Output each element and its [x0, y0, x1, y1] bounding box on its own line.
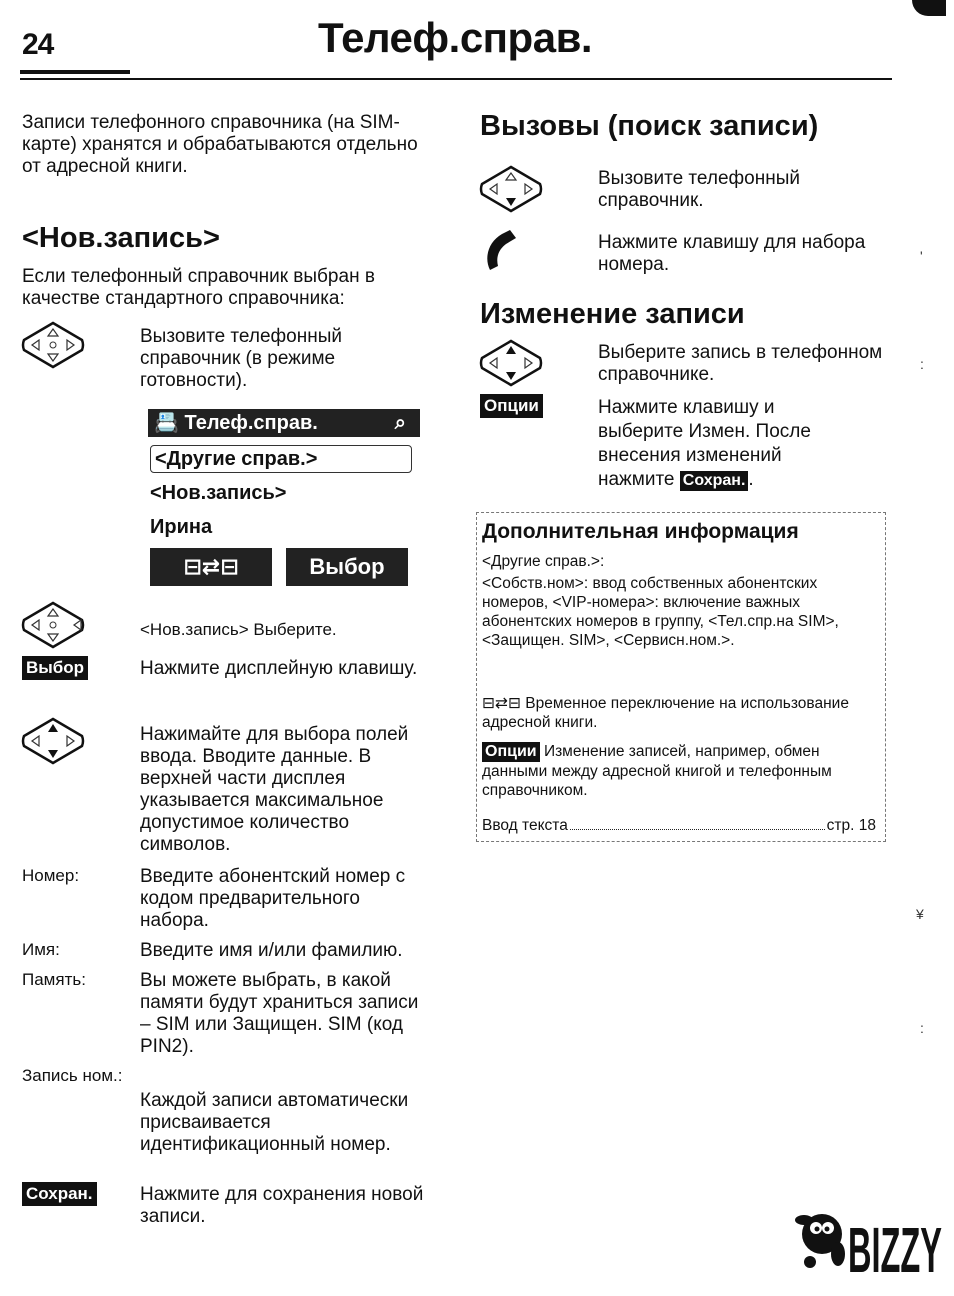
search-icon: ⌕: [394, 412, 406, 434]
screen-item-irina[interactable]: Ирина: [150, 516, 213, 538]
bizzy-logo: [792, 1194, 944, 1284]
field-label-record-number: Запись ном.:: [22, 1066, 123, 1085]
info-other-books: <Другие справ.>:: [482, 553, 605, 570]
step-select-fields: Нажимайте для выбора полей ввода. Вводите данные. В верхней части дисплея указывается максимальное допустимое количество символов.: [140, 724, 409, 855]
step-call-phonebook: Вызовите телефонный справочник (в режиме готовности).: [140, 326, 342, 391]
logo-text: BIZZY: [848, 1214, 942, 1284]
screen-select-button[interactable]: Выбор: [286, 548, 408, 586]
save-softkey[interactable]: Сохран.: [22, 1182, 97, 1206]
options-softkey[interactable]: Опции: [480, 394, 543, 418]
info-title: Дополнительная информация: [482, 520, 799, 543]
edit-heading: Изменение записи: [480, 298, 745, 330]
dot-leader: [570, 816, 825, 830]
intro-text: Записи телефонного справочника (на SIM-карте) хранятся и обрабатываются отдельно от адресной книги.: [22, 112, 418, 177]
calls-heading: Вызовы (поиск записи): [480, 110, 819, 142]
screen-item-new-entry[interactable]: <Нов.запись>: [150, 482, 287, 504]
info-other-books-list: <Собств.ном>: ввод собственных абонентских номеров, <VIP-номера>: включение важных абонентских номеров в группу, <Тел.спр.на SIM>, <Защищен. SIM>, <Сервисн.ном.>.: [482, 575, 839, 649]
screen-title: Телеф.справ.: [184, 412, 318, 434]
edit-step-change: [598, 396, 858, 492]
margin-mark: ¥: [916, 906, 924, 922]
info-options: [482, 742, 878, 800]
page-number-rule: [20, 70, 130, 74]
text-input-reference[interactable]: [482, 816, 876, 835]
field-text-record-number: Каждой записи автоматически присваивается идентификационный номер.: [140, 1090, 409, 1155]
field-text-name: Введите имя и/или фамилию.: [140, 940, 403, 961]
step-save: Нажмите для сохранения новой записи.: [140, 1184, 424, 1227]
switch-book-button[interactable]: [150, 548, 272, 586]
joystick-icon: [20, 716, 86, 766]
screen-item-other-books[interactable]: <Другие справ.>: [150, 445, 412, 473]
field-label-memory: Память:: [22, 970, 86, 989]
options-softkey-inline: Опции: [482, 742, 540, 762]
call-key-icon: [482, 228, 522, 272]
margin-mark: ': [920, 248, 923, 264]
margin-mark: :: [920, 1020, 924, 1036]
field-text-memory: Вы можете выбрать, в какой памяти будут храниться записи – SIM или Защищен. SIM (код PIN2).: [140, 970, 419, 1057]
address-book-switch-icon: ⊟⇄⊟: [482, 695, 521, 712]
info-switch-text: Временное переключение на использование адресной книги.: [482, 695, 849, 731]
address-book-switch-icon: ⊟⇄⊟: [183, 554, 239, 579]
joystick-icon: [20, 600, 86, 650]
joystick-icon: [20, 320, 86, 370]
step-select-new-entry: <Нов.запись> Выберите.: [140, 620, 337, 639]
field-text-number: Введите абонентский номер с кодом предварительного набора.: [140, 866, 406, 931]
edit-step-change-end: .: [748, 469, 754, 490]
screen-title-bar: [148, 409, 420, 437]
joystick-icon: [478, 338, 544, 388]
corner-mark: [912, 0, 946, 16]
joystick-icon: [478, 164, 544, 214]
new-entry-intro: Если телефонный справочник выбран в качестве стандартного справочника:: [22, 266, 375, 309]
header-rule: [20, 78, 892, 80]
step-press-softkey: Нажмите дисплейную клавишу.: [140, 658, 418, 679]
edit-step-change-text: Нажмите клавишу и выберите Измен. После внесения изменений нажмите: [598, 397, 811, 490]
field-label-name: Имя:: [22, 940, 60, 959]
calls-step-call-phonebook: Вызовите телефонный справочник.: [598, 168, 800, 211]
info-switch: [482, 694, 878, 732]
new-entry-heading: <Нов.запись>: [22, 222, 220, 254]
reference-page: стр. 18: [826, 817, 876, 834]
select-softkey[interactable]: Выбор: [22, 656, 88, 680]
phonebook-icon: 📇: [154, 412, 179, 434]
calls-step-dial: Нажмите клавишу для набора номера.: [598, 232, 866, 275]
save-softkey-inline: Сохран.: [680, 471, 749, 491]
info-options-text: Изменение записей, например, обмен данными между адресной книгой и телефонным справочником.: [482, 743, 832, 799]
page-number: 24: [22, 28, 54, 61]
page-title: Телеф.справ.: [318, 14, 593, 61]
reference-label: Ввод текста: [482, 817, 568, 834]
field-label-number: Номер:: [22, 866, 80, 885]
edit-step-select-entry: Выберите запись в телефонном справочнике.: [598, 342, 883, 385]
margin-mark: :: [920, 356, 924, 372]
